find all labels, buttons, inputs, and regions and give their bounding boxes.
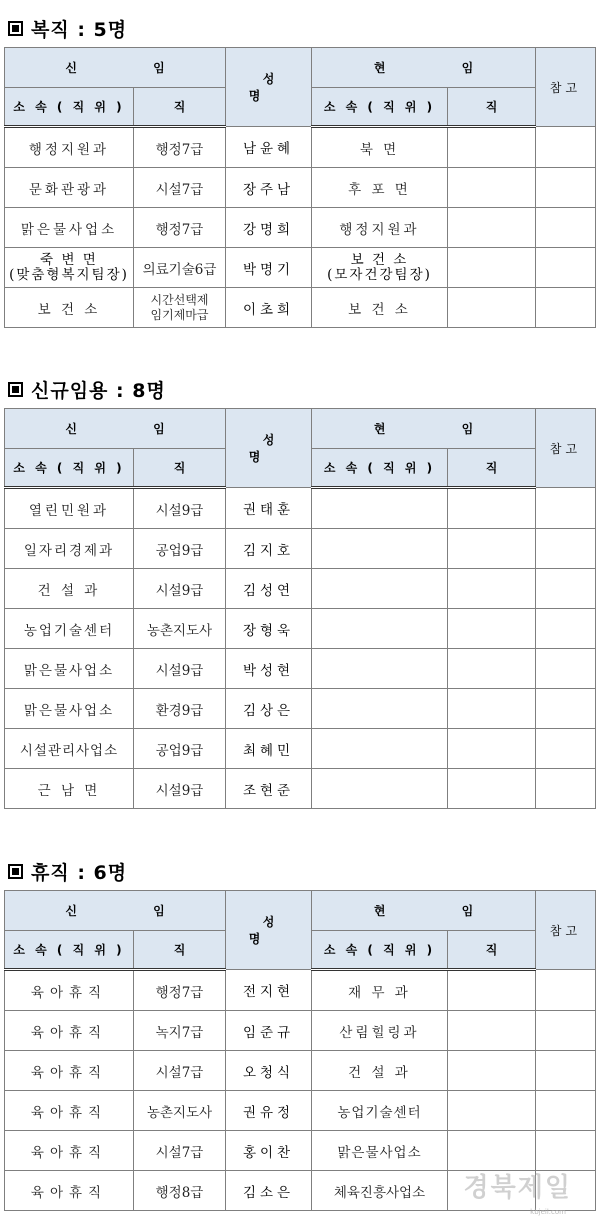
watermark-url: kbjeil.com xyxy=(530,1208,566,1216)
person-name: 김지호 xyxy=(226,529,312,569)
grade: 시설9급 xyxy=(134,569,226,609)
grade: 공업9급 xyxy=(134,529,226,569)
grade: 행정8급 xyxy=(134,1171,226,1211)
header-affiliation: 소 속 ( 직 위 ) xyxy=(312,449,448,488)
current-affiliation: 맑은물사업소 xyxy=(312,1131,448,1171)
new-affiliation: 맑은물사업소 xyxy=(5,689,134,729)
current-affiliation: 북 면 xyxy=(312,127,448,168)
reference-cell xyxy=(536,1051,596,1091)
current-position xyxy=(448,127,536,168)
section-title-text: 휴직 : 6명 xyxy=(31,861,128,884)
grade-main: 시간선택제 xyxy=(150,292,209,307)
personnel-table xyxy=(4,408,596,809)
header-position: 직 xyxy=(448,449,536,488)
watermark-logo: 경북제일 xyxy=(463,1173,572,1203)
reference-cell xyxy=(536,689,596,729)
header-name: 성 명 xyxy=(226,891,312,970)
current-position xyxy=(448,248,536,288)
person-name: 임준규 xyxy=(226,1011,312,1051)
grade: 행정7급 xyxy=(134,127,226,168)
section-title-text: 복직 : 5명 xyxy=(31,18,128,41)
grade: 시설7급 xyxy=(134,168,226,208)
header-position: 직 xyxy=(134,931,226,970)
header-position: 직 xyxy=(448,88,536,127)
new-affiliation: 맑은물사업소 xyxy=(5,649,134,689)
table-row xyxy=(5,769,596,809)
grade: 환경9급 xyxy=(134,689,226,729)
reference-cell xyxy=(536,1131,596,1171)
grade: 시설7급 xyxy=(134,1131,226,1171)
current-position xyxy=(448,1131,536,1171)
current-affiliation: 행정지원과 xyxy=(312,208,448,248)
new-affiliation: 육아휴직 xyxy=(5,1091,134,1131)
new-affiliation: 육아휴직 xyxy=(5,1011,134,1051)
section-title xyxy=(8,857,127,885)
header-position: 직 xyxy=(134,449,226,488)
grade: 의료기술6급 xyxy=(134,248,226,288)
grade: 농촌지도사 xyxy=(134,1091,226,1131)
grade: 시설9급 xyxy=(134,769,226,809)
grade xyxy=(134,288,226,328)
current-position xyxy=(448,569,536,609)
current-position xyxy=(448,769,536,809)
new-affiliation: 건 설 과 xyxy=(5,569,134,609)
header-name: 성 명 xyxy=(226,48,312,127)
header-affiliation: 소 속 ( 직 위 ) xyxy=(312,931,448,970)
new-affiliation: 육아휴직 xyxy=(5,1051,134,1091)
current-affiliation: 재 무 과 xyxy=(312,970,448,1011)
table-row xyxy=(5,488,596,529)
square-bullet-icon xyxy=(8,864,23,879)
person-name: 장주남 xyxy=(226,168,312,208)
header-current-post: 현 임 xyxy=(312,48,536,88)
grade: 농촌지도사 xyxy=(134,609,226,649)
table-row xyxy=(5,609,596,649)
current-position xyxy=(448,970,536,1011)
table-row xyxy=(5,1091,596,1131)
table-row xyxy=(5,127,596,168)
new-affiliation: 문화관광과 xyxy=(5,168,134,208)
table-row xyxy=(5,248,596,288)
new-affiliation: 열린민원과 xyxy=(5,488,134,529)
new-affiliation xyxy=(5,248,134,288)
table-row xyxy=(5,208,596,248)
section-title xyxy=(8,14,127,42)
person-name: 김성연 xyxy=(226,569,312,609)
person-name: 박명기 xyxy=(226,248,312,288)
header-current-post: 현 임 xyxy=(312,409,536,449)
current-affiliation-main: 보 건 소 xyxy=(350,251,409,268)
reference-cell xyxy=(536,609,596,649)
reference-cell xyxy=(536,769,596,809)
new-affiliation: 시설관리사업소 xyxy=(5,729,134,769)
header-reference: 참고 xyxy=(536,48,596,127)
person-name: 조현준 xyxy=(226,769,312,809)
reference-cell xyxy=(536,1011,596,1051)
table-row xyxy=(5,1131,596,1171)
current-affiliation: 후 포 면 xyxy=(312,168,448,208)
table-row xyxy=(5,970,596,1011)
reference-cell xyxy=(536,208,596,248)
header-reference: 참고 xyxy=(536,409,596,488)
table-row xyxy=(5,1051,596,1091)
grade: 행정7급 xyxy=(134,208,226,248)
person-name: 김소은 xyxy=(226,1171,312,1211)
square-bullet-icon xyxy=(8,382,23,397)
current-affiliation: 산림힐링과 xyxy=(312,1011,448,1051)
current-affiliation xyxy=(312,609,448,649)
new-affiliation: 맑은물사업소 xyxy=(5,208,134,248)
current-position xyxy=(448,208,536,248)
person-name: 남윤혜 xyxy=(226,127,312,168)
header-name: 성 명 xyxy=(226,409,312,488)
person-name: 권태훈 xyxy=(226,488,312,529)
header-affiliation: 소 속 ( 직 위 ) xyxy=(5,931,134,970)
reference-cell xyxy=(536,168,596,208)
header-new-post: 신 임 xyxy=(5,48,226,88)
personnel-table xyxy=(4,890,596,1211)
reference-cell xyxy=(536,288,596,328)
header-new-post: 신 임 xyxy=(5,409,226,449)
new-affiliation: 근 남 면 xyxy=(5,769,134,809)
person-name: 박성현 xyxy=(226,649,312,689)
current-affiliation xyxy=(312,569,448,609)
person-name: 장형욱 xyxy=(226,609,312,649)
current-affiliation: 보 건 소 xyxy=(312,288,448,328)
current-position xyxy=(448,1091,536,1131)
header-affiliation: 소 속 ( 직 위 ) xyxy=(5,88,134,127)
header-current-post: 현 임 xyxy=(312,891,536,931)
header-new-post: 신 임 xyxy=(5,891,226,931)
table-row xyxy=(5,1011,596,1051)
reference-cell xyxy=(536,970,596,1011)
current-affiliation xyxy=(312,729,448,769)
new-affiliation: 육아휴직 xyxy=(5,970,134,1011)
personnel-table xyxy=(4,47,596,328)
grade: 시설7급 xyxy=(134,1051,226,1091)
header-affiliation: 소 속 ( 직 위 ) xyxy=(312,88,448,127)
header-position: 직 xyxy=(134,88,226,127)
reference-cell xyxy=(536,649,596,689)
current-position xyxy=(448,1051,536,1091)
current-position xyxy=(448,288,536,328)
table-row xyxy=(5,288,596,328)
current-affiliation: 농업기술센터 xyxy=(312,1091,448,1131)
current-position xyxy=(448,529,536,569)
current-position xyxy=(448,1011,536,1051)
header-reference: 참고 xyxy=(536,891,596,970)
reference-cell xyxy=(536,569,596,609)
new-affiliation: 보 건 소 xyxy=(5,288,134,328)
header-affiliation: 소 속 ( 직 위 ) xyxy=(5,449,134,488)
person-name: 전지현 xyxy=(226,970,312,1011)
current-affiliation xyxy=(312,488,448,529)
current-affiliation xyxy=(312,769,448,809)
table-row xyxy=(5,649,596,689)
new-affiliation-sub: (맞춤형복지팀장) xyxy=(9,266,129,283)
square-bullet-icon xyxy=(8,21,23,36)
current-position xyxy=(448,729,536,769)
grade-sub: 임기제마급 xyxy=(150,307,209,322)
grade: 시설9급 xyxy=(134,649,226,689)
reference-cell xyxy=(536,529,596,569)
new-affiliation: 행정지원과 xyxy=(5,127,134,168)
person-name: 최혜민 xyxy=(226,729,312,769)
current-position xyxy=(448,689,536,729)
current-affiliation: 체육진흥사업소 xyxy=(312,1171,448,1211)
section-title-text: 신규임용 : 8명 xyxy=(31,379,166,402)
table-row xyxy=(5,689,596,729)
table-row xyxy=(5,168,596,208)
grade: 시설9급 xyxy=(134,488,226,529)
reference-cell xyxy=(536,729,596,769)
current-affiliation-sub: (모자건강팀장) xyxy=(327,266,432,283)
new-affiliation: 일자리경제과 xyxy=(5,529,134,569)
current-affiliation xyxy=(312,248,448,288)
table-row xyxy=(5,729,596,769)
reference-cell xyxy=(536,248,596,288)
current-affiliation xyxy=(312,529,448,569)
current-position xyxy=(448,649,536,689)
section-title xyxy=(8,375,166,403)
current-affiliation: 건 설 과 xyxy=(312,1051,448,1091)
person-name: 홍이찬 xyxy=(226,1131,312,1171)
grade: 녹지7급 xyxy=(134,1011,226,1051)
person-name: 강명희 xyxy=(226,208,312,248)
grade: 공업9급 xyxy=(134,729,226,769)
new-affiliation: 육아휴직 xyxy=(5,1131,134,1171)
new-affiliation: 육아휴직 xyxy=(5,1171,134,1211)
header-position: 직 xyxy=(448,931,536,970)
current-position xyxy=(448,168,536,208)
current-affiliation xyxy=(312,649,448,689)
current-affiliation xyxy=(312,689,448,729)
table-row xyxy=(5,529,596,569)
reference-cell xyxy=(536,127,596,168)
reference-cell xyxy=(536,1091,596,1131)
current-position xyxy=(448,609,536,649)
person-name: 이초희 xyxy=(226,288,312,328)
current-position xyxy=(448,488,536,529)
person-name: 권유정 xyxy=(226,1091,312,1131)
new-affiliation: 농업기술센터 xyxy=(5,609,134,649)
person-name: 김상은 xyxy=(226,689,312,729)
table-row xyxy=(5,569,596,609)
reference-cell xyxy=(536,488,596,529)
new-affiliation-main: 죽 변 면 xyxy=(40,251,98,268)
grade: 행정7급 xyxy=(134,970,226,1011)
person-name: 오청식 xyxy=(226,1051,312,1091)
